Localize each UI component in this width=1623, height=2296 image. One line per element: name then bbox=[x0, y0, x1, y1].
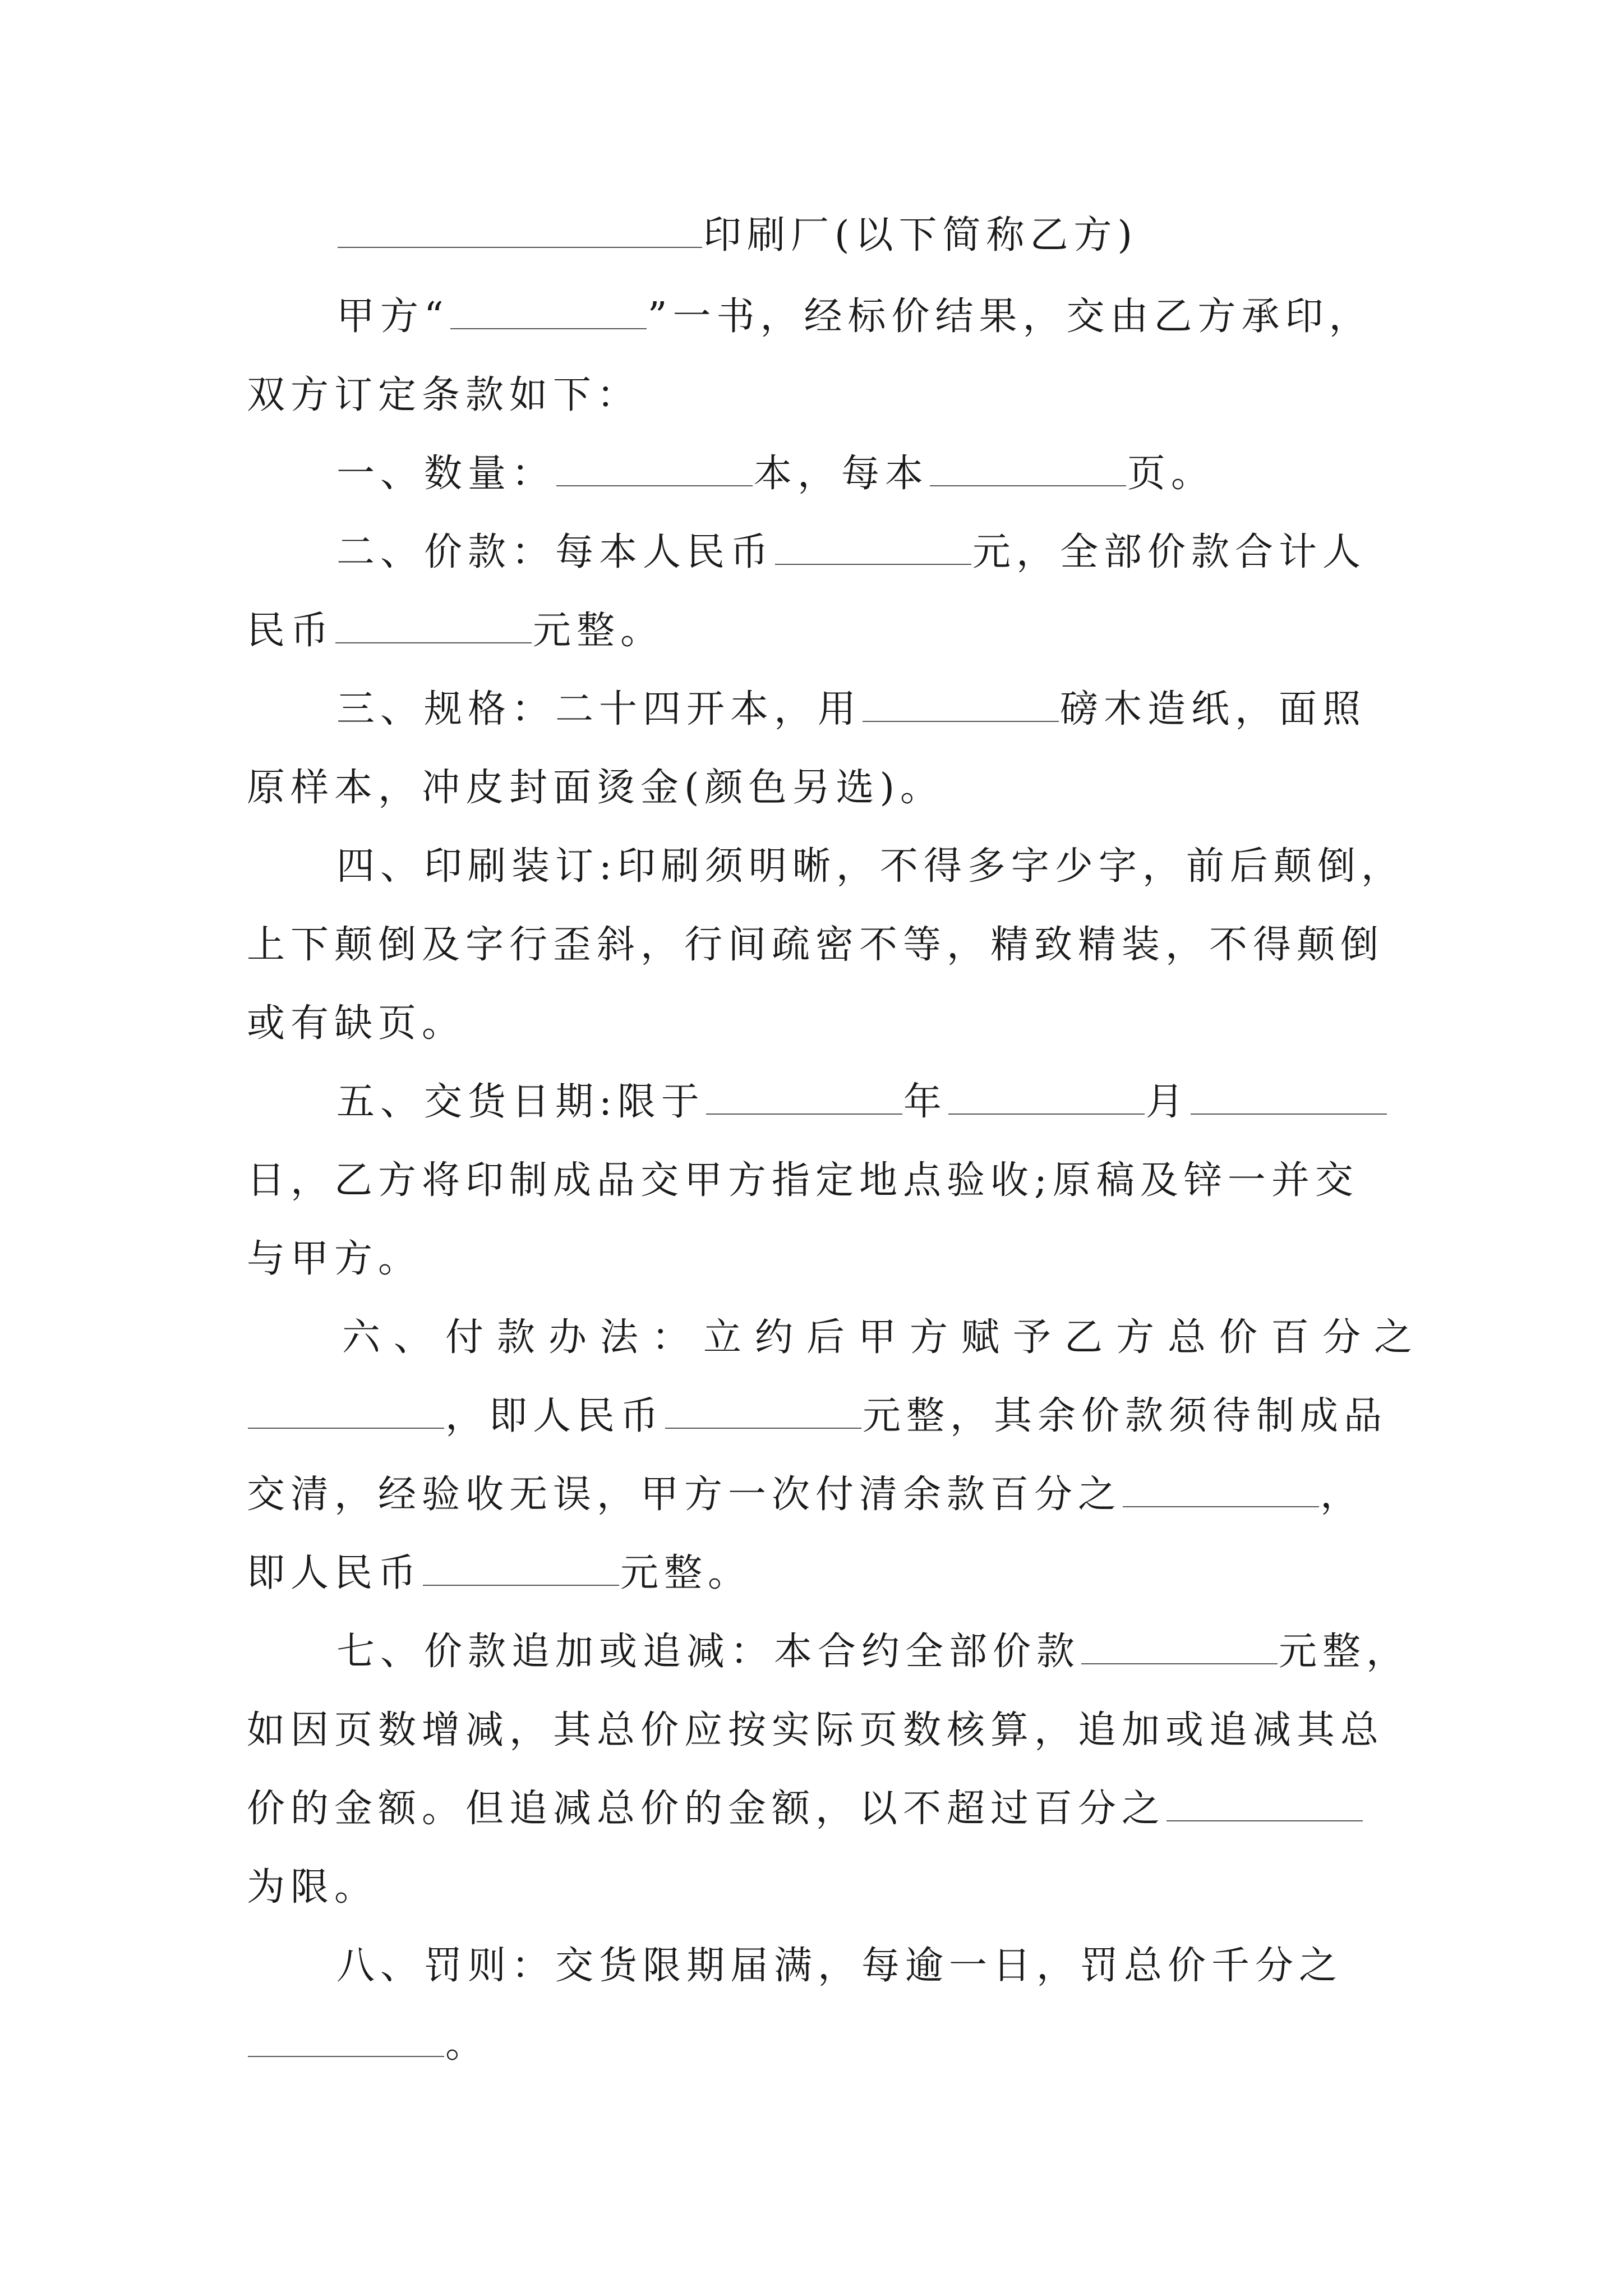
clause-text: 磅木造纸，面照 bbox=[1060, 687, 1367, 731]
intro-text: 双方订定条款如下： bbox=[247, 373, 641, 417]
blank-field[interactable] bbox=[248, 1395, 444, 1429]
clause-4-line-1 bbox=[336, 839, 1405, 895]
clause-7-line-4 bbox=[247, 1860, 378, 1916]
clause-text: ， bbox=[1320, 1473, 1364, 1517]
clause-6-line-2 bbox=[247, 1388, 1387, 1444]
clause-text: 七、价款追加或追减：本合约全部价款 bbox=[336, 1630, 1081, 1674]
clause-text: 元，全部价款合计人 bbox=[972, 530, 1367, 574]
blank-field[interactable] bbox=[706, 1081, 902, 1115]
clause-text: 或有缺页。 bbox=[247, 1001, 466, 1046]
clause-5-line-3 bbox=[247, 1231, 422, 1287]
clause-text: 月 bbox=[1145, 1080, 1189, 1124]
blank-field[interactable] bbox=[1123, 1474, 1319, 1507]
clause-text: 六、付款办法：立约后甲方赋予乙方总价百分之 bbox=[342, 1315, 1426, 1360]
clause-6-line-3 bbox=[247, 1467, 1364, 1523]
clause-text: 八、罚则：交货限期届满，每逾一日，罚总价千分之 bbox=[336, 1944, 1343, 1988]
clause-text: 原样本，冲皮封面烫金(颜色另选)。 bbox=[247, 766, 944, 810]
clause-text: 。 bbox=[445, 2022, 490, 2067]
clause-text: 年 bbox=[903, 1080, 947, 1124]
clause-text: 元整，其余价款须待制成品 bbox=[863, 1394, 1388, 1438]
intro-text: 甲方“ bbox=[336, 295, 449, 339]
blank-field[interactable] bbox=[1166, 1788, 1363, 1821]
clause-7-line-1 bbox=[336, 1624, 1410, 1680]
blank-field[interactable] bbox=[248, 2023, 444, 2057]
blank-field[interactable] bbox=[556, 453, 753, 486]
clause-text: 三、规格：二十四开本，用 bbox=[336, 687, 862, 731]
clause-4-line-3 bbox=[247, 996, 465, 1052]
clause-text: 元整。 bbox=[620, 1551, 752, 1595]
blank-field[interactable] bbox=[665, 1395, 861, 1429]
clause-text: 本，每本 bbox=[754, 452, 929, 496]
party-b-line bbox=[336, 208, 1138, 264]
blank-field[interactable] bbox=[1081, 1631, 1278, 1664]
clause-text: 元整。 bbox=[533, 609, 665, 653]
blank-field[interactable] bbox=[1191, 1081, 1387, 1115]
clause-6-line-1 bbox=[342, 1310, 1426, 1366]
clause-text: 为限。 bbox=[247, 1865, 379, 1910]
blank-field[interactable] bbox=[775, 531, 971, 565]
clause-5-line-1 bbox=[336, 1074, 1388, 1130]
clause-text: 页。 bbox=[1127, 452, 1215, 496]
clause-2-line-1 bbox=[336, 524, 1366, 581]
clause-text: 四、印刷装订:印刷须明晰，不得多字少字，前后颠倒， bbox=[336, 844, 1405, 889]
blank-field[interactable] bbox=[948, 1081, 1145, 1115]
clause-3-line-2 bbox=[247, 760, 944, 816]
intro-line-2 bbox=[247, 367, 640, 424]
clause-text: 即人民币 bbox=[247, 1551, 422, 1595]
blank-field[interactable] bbox=[423, 1552, 619, 1586]
clause-2-line-2 bbox=[247, 603, 664, 659]
blank-field[interactable] bbox=[335, 610, 532, 643]
clause-7-line-3 bbox=[247, 1781, 1364, 1837]
clause-text: 五、交货日期:限于 bbox=[336, 1080, 705, 1124]
clause-text: 民币 bbox=[247, 609, 335, 653]
blank-field[interactable] bbox=[863, 688, 1059, 722]
clause-3-line-1 bbox=[336, 682, 1366, 738]
clause-text: 一、数量： bbox=[336, 452, 556, 496]
clause-text: 交清，经验收无误，甲方一次付清余款百分之 bbox=[247, 1473, 1122, 1517]
clause-text: 与甲方。 bbox=[247, 1237, 422, 1281]
clause-text: 上下颠倒及字行歪斜，行间疏密不等，精致精装，不得颠倒 bbox=[247, 923, 1385, 967]
clause-text: 如因页数增减，其总价应按实际页数核算，追加或追减其总 bbox=[247, 1708, 1385, 1752]
clause-text: 元整， bbox=[1279, 1630, 1410, 1674]
clause-5-line-2 bbox=[247, 1153, 1359, 1209]
blank-field[interactable] bbox=[450, 296, 647, 329]
clause-8-line-1 bbox=[336, 1938, 1343, 1994]
clause-text: 日，乙方将印制成品交甲方指定地点验收;原稿及锌一并交 bbox=[247, 1158, 1359, 1203]
intro-line-1 bbox=[336, 289, 1373, 345]
clause-text: ，即人民币 bbox=[445, 1394, 665, 1438]
party-b-text: 印刷厂(以下简称乙方) bbox=[703, 213, 1138, 257]
blank-field[interactable] bbox=[930, 453, 1126, 486]
clause-7-line-2 bbox=[247, 1703, 1384, 1759]
clause-6-line-4 bbox=[247, 1545, 751, 1602]
clause-4-line-2 bbox=[247, 917, 1384, 973]
clause-text: 二、价款：每本人民币 bbox=[336, 530, 774, 574]
clause-1 bbox=[336, 446, 1215, 502]
clause-text: 价的金额。但追减总价的金额，以不超过百分之 bbox=[247, 1787, 1166, 1831]
blank-field[interactable] bbox=[338, 214, 702, 248]
clause-8-line-2 bbox=[247, 2017, 489, 2073]
intro-text: ”一书，经标价结果，交由乙方承印， bbox=[647, 295, 1373, 339]
